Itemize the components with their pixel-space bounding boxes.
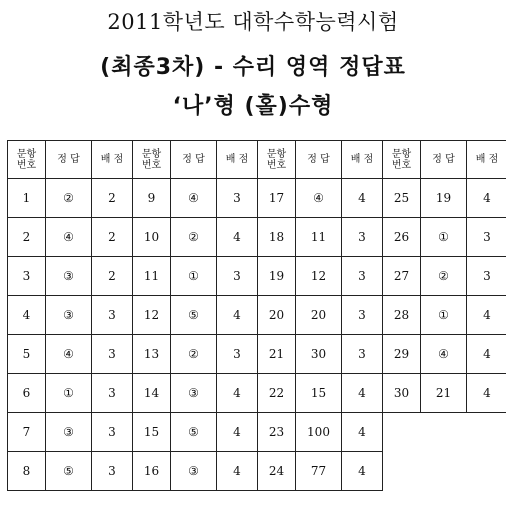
answer-value: 20 bbox=[296, 296, 342, 335]
table-row bbox=[258, 374, 383, 413]
question-number: 17 bbox=[258, 179, 296, 218]
header-row bbox=[383, 141, 506, 179]
points-value: 4 bbox=[467, 296, 506, 335]
points-value: 3 bbox=[217, 179, 258, 218]
answer-value: ② bbox=[46, 179, 92, 218]
points-value: 3 bbox=[342, 218, 383, 257]
question-number: 8 bbox=[8, 452, 46, 491]
question-number: 11 bbox=[133, 257, 171, 296]
points-value: 4 bbox=[342, 452, 383, 491]
question-number: 9 bbox=[133, 179, 171, 218]
question-number: 5 bbox=[8, 335, 46, 374]
answer-value: ① bbox=[421, 218, 467, 257]
header-answer: 정 답 bbox=[171, 141, 217, 179]
paper-type: ‘나’형 (홀)수형 bbox=[172, 94, 334, 119]
points-value: 3 bbox=[92, 374, 133, 413]
header-question-number bbox=[8, 141, 46, 179]
question-number: 1 bbox=[8, 179, 46, 218]
question-number: 10 bbox=[133, 218, 171, 257]
header-row bbox=[8, 141, 133, 179]
table-row bbox=[258, 296, 383, 335]
header-points: 배 점 bbox=[92, 141, 133, 179]
table-row bbox=[133, 452, 258, 491]
points-value: 4 bbox=[467, 335, 506, 374]
answer-grid bbox=[7, 140, 506, 491]
points-value: 3 bbox=[92, 335, 133, 374]
answer-value: 19 bbox=[421, 179, 467, 218]
header-question-number bbox=[383, 141, 421, 179]
table-row bbox=[383, 218, 506, 257]
table-row bbox=[8, 374, 133, 413]
question-number: 20 bbox=[258, 296, 296, 335]
answer-value: 15 bbox=[296, 374, 342, 413]
question-number: 14 bbox=[133, 374, 171, 413]
table-row bbox=[8, 257, 133, 296]
points-value: 4 bbox=[342, 374, 383, 413]
answer-value: ① bbox=[46, 374, 92, 413]
table-row bbox=[8, 218, 133, 257]
question-number: 26 bbox=[383, 218, 421, 257]
question-number: 22 bbox=[258, 374, 296, 413]
question-number: 3 bbox=[8, 257, 46, 296]
table-row bbox=[383, 296, 506, 335]
question-number: 16 bbox=[133, 452, 171, 491]
points-value: 4 bbox=[342, 413, 383, 452]
answer-value: 30 bbox=[296, 335, 342, 374]
table-row bbox=[383, 335, 506, 374]
answer-value: ④ bbox=[46, 335, 92, 374]
points-value: 3 bbox=[467, 218, 506, 257]
table-row bbox=[258, 218, 383, 257]
table-row bbox=[133, 218, 258, 257]
answer-value: ④ bbox=[421, 335, 467, 374]
answer-value: ⑤ bbox=[171, 413, 217, 452]
points-value: 2 bbox=[92, 179, 133, 218]
question-number: 25 bbox=[383, 179, 421, 218]
question-number: 23 bbox=[258, 413, 296, 452]
header-question-number-line1: 문항 bbox=[391, 148, 412, 160]
question-number: 27 bbox=[383, 257, 421, 296]
question-number: 29 bbox=[383, 335, 421, 374]
header-points: 배 점 bbox=[217, 141, 258, 179]
points-value: 4 bbox=[342, 179, 383, 218]
header-row bbox=[258, 141, 383, 179]
table-row bbox=[133, 179, 258, 218]
answer-value: 100 bbox=[296, 413, 342, 452]
header-points: 배 점 bbox=[467, 141, 506, 179]
answer-value: 77 bbox=[296, 452, 342, 491]
points-value: 3 bbox=[92, 452, 133, 491]
table-row bbox=[258, 257, 383, 296]
header-answer: 정 답 bbox=[421, 141, 467, 179]
points-value: 4 bbox=[217, 218, 258, 257]
question-number: 15 bbox=[133, 413, 171, 452]
points-value: 4 bbox=[467, 374, 506, 413]
table-row bbox=[258, 335, 383, 374]
points-value: 3 bbox=[467, 257, 506, 296]
header-row bbox=[133, 141, 258, 179]
section-title: (최종3차) - 수리 영역 정답표 bbox=[100, 55, 406, 80]
answer-value: ④ bbox=[296, 179, 342, 218]
table-row bbox=[383, 374, 506, 413]
header-question-number-line2: 번호 bbox=[266, 159, 287, 171]
points-value: 4 bbox=[217, 296, 258, 335]
question-number: 6 bbox=[8, 374, 46, 413]
answer-table-block bbox=[7, 140, 133, 491]
question-number: 21 bbox=[258, 335, 296, 374]
answer-value: ① bbox=[421, 296, 467, 335]
answer-value: ② bbox=[171, 335, 217, 374]
points-value: 4 bbox=[217, 374, 258, 413]
header-question-number-line2: 번호 bbox=[391, 159, 412, 171]
header-question-number-line2: 번호 bbox=[16, 159, 37, 171]
answer-value: ③ bbox=[171, 374, 217, 413]
question-number: 18 bbox=[258, 218, 296, 257]
header-question-number-line2: 번호 bbox=[141, 159, 162, 171]
answer-value: 12 bbox=[296, 257, 342, 296]
header-answer: 정 답 bbox=[296, 141, 342, 179]
header-question-number-line1: 문항 bbox=[141, 148, 162, 160]
table-row bbox=[133, 413, 258, 452]
points-value: 3 bbox=[342, 296, 383, 335]
table-row bbox=[383, 179, 506, 218]
points-value: 3 bbox=[217, 257, 258, 296]
question-number: 30 bbox=[383, 374, 421, 413]
header-question-number bbox=[133, 141, 171, 179]
question-number: 2 bbox=[8, 218, 46, 257]
table-row bbox=[133, 335, 258, 374]
answer-value: ③ bbox=[46, 296, 92, 335]
header-question-number bbox=[258, 141, 296, 179]
table-row bbox=[8, 413, 133, 452]
answer-table-block bbox=[382, 140, 506, 413]
table-row bbox=[258, 452, 383, 491]
question-number: 4 bbox=[8, 296, 46, 335]
points-value: 3 bbox=[342, 257, 383, 296]
answer-value: ③ bbox=[46, 257, 92, 296]
points-value: 4 bbox=[467, 179, 506, 218]
question-number: 12 bbox=[133, 296, 171, 335]
answer-value: ⑤ bbox=[171, 296, 217, 335]
question-number: 13 bbox=[133, 335, 171, 374]
header-question-number-line1: 문항 bbox=[16, 148, 37, 160]
table-row bbox=[8, 335, 133, 374]
answer-value: ⑤ bbox=[46, 452, 92, 491]
exam-title: 2011학년도 대학수학능력시험 bbox=[107, 10, 399, 34]
points-value: 2 bbox=[92, 218, 133, 257]
table-row bbox=[133, 296, 258, 335]
table-row bbox=[8, 296, 133, 335]
header-question-number-line1: 문항 bbox=[266, 148, 287, 160]
table-row bbox=[383, 257, 506, 296]
table-row bbox=[133, 374, 258, 413]
points-value: 3 bbox=[92, 413, 133, 452]
header-answer: 정 답 bbox=[46, 141, 92, 179]
answer-value: ② bbox=[171, 218, 217, 257]
answer-value: ③ bbox=[46, 413, 92, 452]
table-row bbox=[133, 257, 258, 296]
answer-table-block bbox=[132, 140, 258, 491]
question-number: 24 bbox=[258, 452, 296, 491]
table-row bbox=[258, 179, 383, 218]
answer-value: 21 bbox=[421, 374, 467, 413]
answer-value: ④ bbox=[171, 179, 217, 218]
points-value: 3 bbox=[342, 335, 383, 374]
table-row bbox=[8, 179, 133, 218]
points-value: 3 bbox=[92, 296, 133, 335]
header-points: 배 점 bbox=[342, 141, 383, 179]
answer-value: ① bbox=[171, 257, 217, 296]
points-value: 2 bbox=[92, 257, 133, 296]
answer-value: ② bbox=[421, 257, 467, 296]
points-value: 3 bbox=[217, 335, 258, 374]
table-row bbox=[258, 413, 383, 452]
answer-value: 11 bbox=[296, 218, 342, 257]
points-value: 4 bbox=[217, 413, 258, 452]
answer-table-block bbox=[257, 140, 383, 491]
question-number: 7 bbox=[8, 413, 46, 452]
question-number: 19 bbox=[258, 257, 296, 296]
answer-value: ④ bbox=[46, 218, 92, 257]
question-number: 28 bbox=[383, 296, 421, 335]
table-row bbox=[8, 452, 133, 491]
answer-value: ③ bbox=[171, 452, 217, 491]
points-value: 4 bbox=[217, 452, 258, 491]
